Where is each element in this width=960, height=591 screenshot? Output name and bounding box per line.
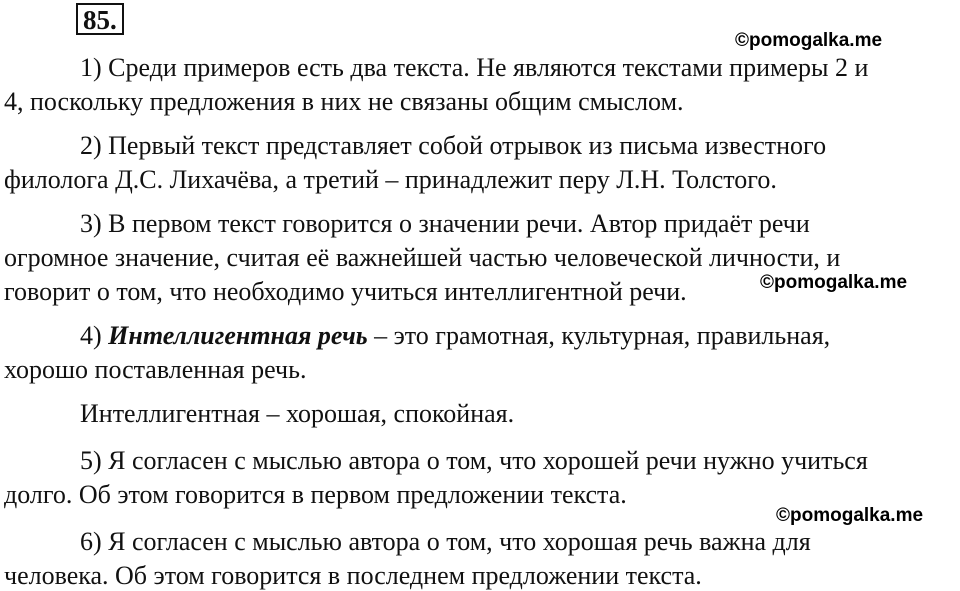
answer-1-line-2: 4, поскольку предложения в них не связаны общим смыслом.	[4, 87, 684, 116]
watermark-bottom: ©pomogalka.me	[776, 505, 924, 526]
answer-2-line-2: филолога Д.С. Лихачёва, а третий – принадлежит перу Л.Н. Толстого.	[4, 165, 777, 194]
watermark-top: ©pomogalka.me	[735, 30, 883, 51]
answer-4-definition: – это грамотная, культурная, правильная,	[367, 321, 831, 350]
answer-6-line-1: 6) Я согласен с мыслью автора о том, что хорошая речь важна для	[80, 527, 811, 556]
answer-4-prefix: 4)	[80, 321, 109, 350]
term-intelligent-speech: Интеллигентная речь	[108, 321, 368, 350]
watermark-middle: ©pomogalka.me	[760, 272, 908, 293]
answer-4-line-1	[80, 321, 830, 351]
answer-4-line-2: хорошо поставленная речь.	[4, 355, 307, 384]
answer-6-line-2: человека. Об этом говорится в последнем предложении текста.	[4, 561, 702, 590]
answer-5-line-2: долго. Об этом говорится в первом предложении текста.	[4, 480, 627, 509]
synonym-line: Интеллигентная – хорошая, спокойная.	[80, 399, 515, 428]
answer-1-line-1: 1) Среди примеров есть два текста. Не являются текстами примеры 2 и	[80, 53, 869, 82]
answer-2-line-1: 2) Первый текст представляет собой отрывок из письма известного	[80, 131, 827, 160]
task-number-box: 85.	[76, 3, 124, 35]
answer-3-line-3: говорит о том, что необходимо учиться интеллигентной речи.	[4, 277, 687, 306]
answer-3-line-2: огромное значение, считая её важнейшей частью человеческой личности, и	[4, 243, 841, 272]
answer-3-line-1: 3) В первом текст говорится о значении речи. Автор придаёт речи	[80, 209, 810, 238]
answer-5-line-1: 5) Я согласен с мыслью автора о том, что хорошей речи нужно учиться	[80, 446, 868, 475]
